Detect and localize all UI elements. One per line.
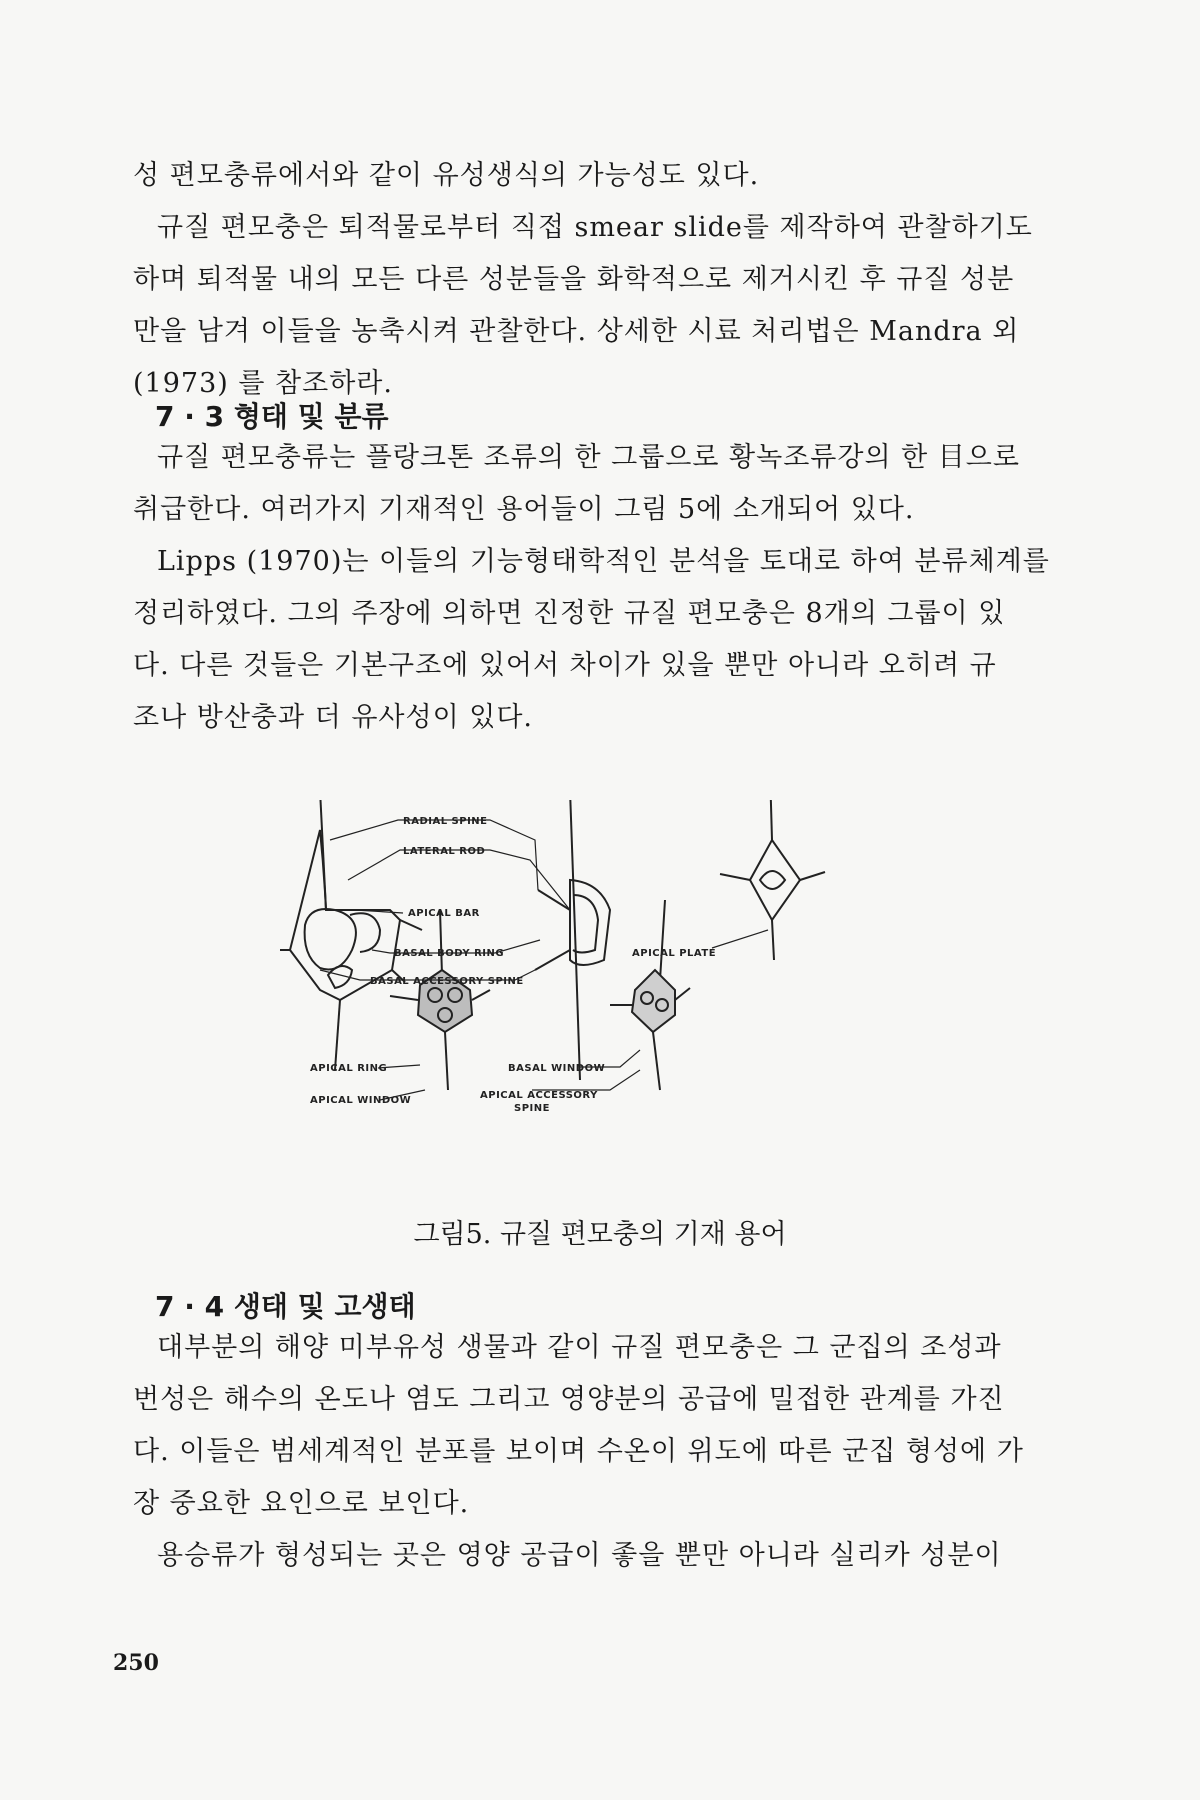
- label-apical-ring: APICAL RING: [310, 1063, 388, 1074]
- section-heading-7-4: 7 · 4 생태 및 고생태: [155, 1290, 416, 1323]
- text-line: 번성은 해수의 온도나 염도 그리고 영양분의 공급에 밀접한 관계를 가진: [133, 1384, 1005, 1415]
- text-line: Lipps (1970)는 이들의 기능형태학적인 분석을 토대로 하여 분류체계를: [157, 546, 1050, 577]
- text-line: 다. 이들은 범세계적인 분포를 보이며 수온이 위도에 따른 군집 형성에 가: [133, 1436, 1024, 1467]
- label-apical-accessory-spine: SPINE: [514, 1103, 550, 1114]
- text-line: 용승류가 형성되는 곳은 영양 공급이 좋을 뿐만 아니라 실리카 성분이: [157, 1540, 1002, 1571]
- text-line: (1973) 를 참조하라.: [133, 368, 393, 399]
- text-line: 규질 편모충류는 플랑크톤 조류의 한 그룹으로 황녹조류강의 한 目으로: [157, 442, 1020, 473]
- label-apical-accessory: APICAL ACCESSORY: [480, 1090, 598, 1101]
- label-basal-body-ring: BASAL BODY RING: [394, 948, 505, 959]
- text-line: 장 중요한 요인으로 보인다.: [133, 1488, 470, 1519]
- text-line: 대부분의 해양 미부유성 생물과 같이 규질 편모충은 그 군집의 조성과: [157, 1332, 1002, 1363]
- page-number: 250: [113, 1650, 159, 1676]
- intro-line: 성 편모충류에서와 같이 유성생식의 가능성도 있다.: [133, 160, 760, 191]
- label-basal-window: BASAL WINDOW: [508, 1063, 606, 1074]
- section-heading-7-3: 7 · 3 형태 및 분류: [155, 400, 389, 433]
- text-line: 취급한다. 여러가지 기재적인 용어들이 그림 5에 소개되어 있다.: [133, 494, 915, 525]
- intro-paragraph: [133, 150, 1063, 410]
- section-7-3-paragraph: [133, 432, 1063, 744]
- text-line: 만을 남겨 이들을 농축시켜 관찰한다. 상세한 시료 처리법은 Mandra 외: [133, 316, 1020, 347]
- specimen-oblique-view: [280, 800, 422, 1070]
- specimen-side-view: [535, 800, 610, 1080]
- section-7-4-paragraph: [133, 1322, 1063, 1582]
- text-line: 규질 편모충은 퇴적물로부터 직접 smear slide를 제작하여 관찰하기도: [157, 212, 1033, 243]
- label-apical-bar: APICAL BAR: [408, 908, 480, 919]
- figure-caption: 그림5. 규질 편모충의 기재 용어: [413, 1219, 787, 1250]
- label-apical-window: APICAL WINDOW: [310, 1095, 412, 1106]
- label-radial-spine: RADIAL SPINE: [403, 816, 488, 827]
- text-line: 하며 퇴적물 내의 모든 다른 성분들을 화학적으로 제거시킨 후 규질 성분: [133, 264, 1015, 295]
- specimen-basal-window: [610, 900, 690, 1090]
- label-basal-accessory-spine: BASAL ACCESSORY SPINE: [370, 976, 524, 987]
- specimen-apical-view: [720, 800, 825, 960]
- text-line: 다. 다른 것들은 기본구조에 있어서 차이가 있을 뿐만 아니라 오히려 규: [133, 650, 997, 681]
- label-lateral-rod: LATERAL ROD: [403, 846, 486, 857]
- label-apical-plate: APICAL PLATE: [632, 948, 717, 959]
- text-line: 정리하였다. 그의 주장에 의하면 진정한 규질 편모충은 8개의 그룹이 있: [133, 598, 1006, 629]
- leader-lines: [320, 820, 768, 1100]
- silicoflagellate-figure: [280, 800, 1100, 1190]
- text-line: 조나 방산충과 더 유사성이 있다.: [133, 702, 533, 733]
- specimen-apical-ring: [390, 910, 490, 1090]
